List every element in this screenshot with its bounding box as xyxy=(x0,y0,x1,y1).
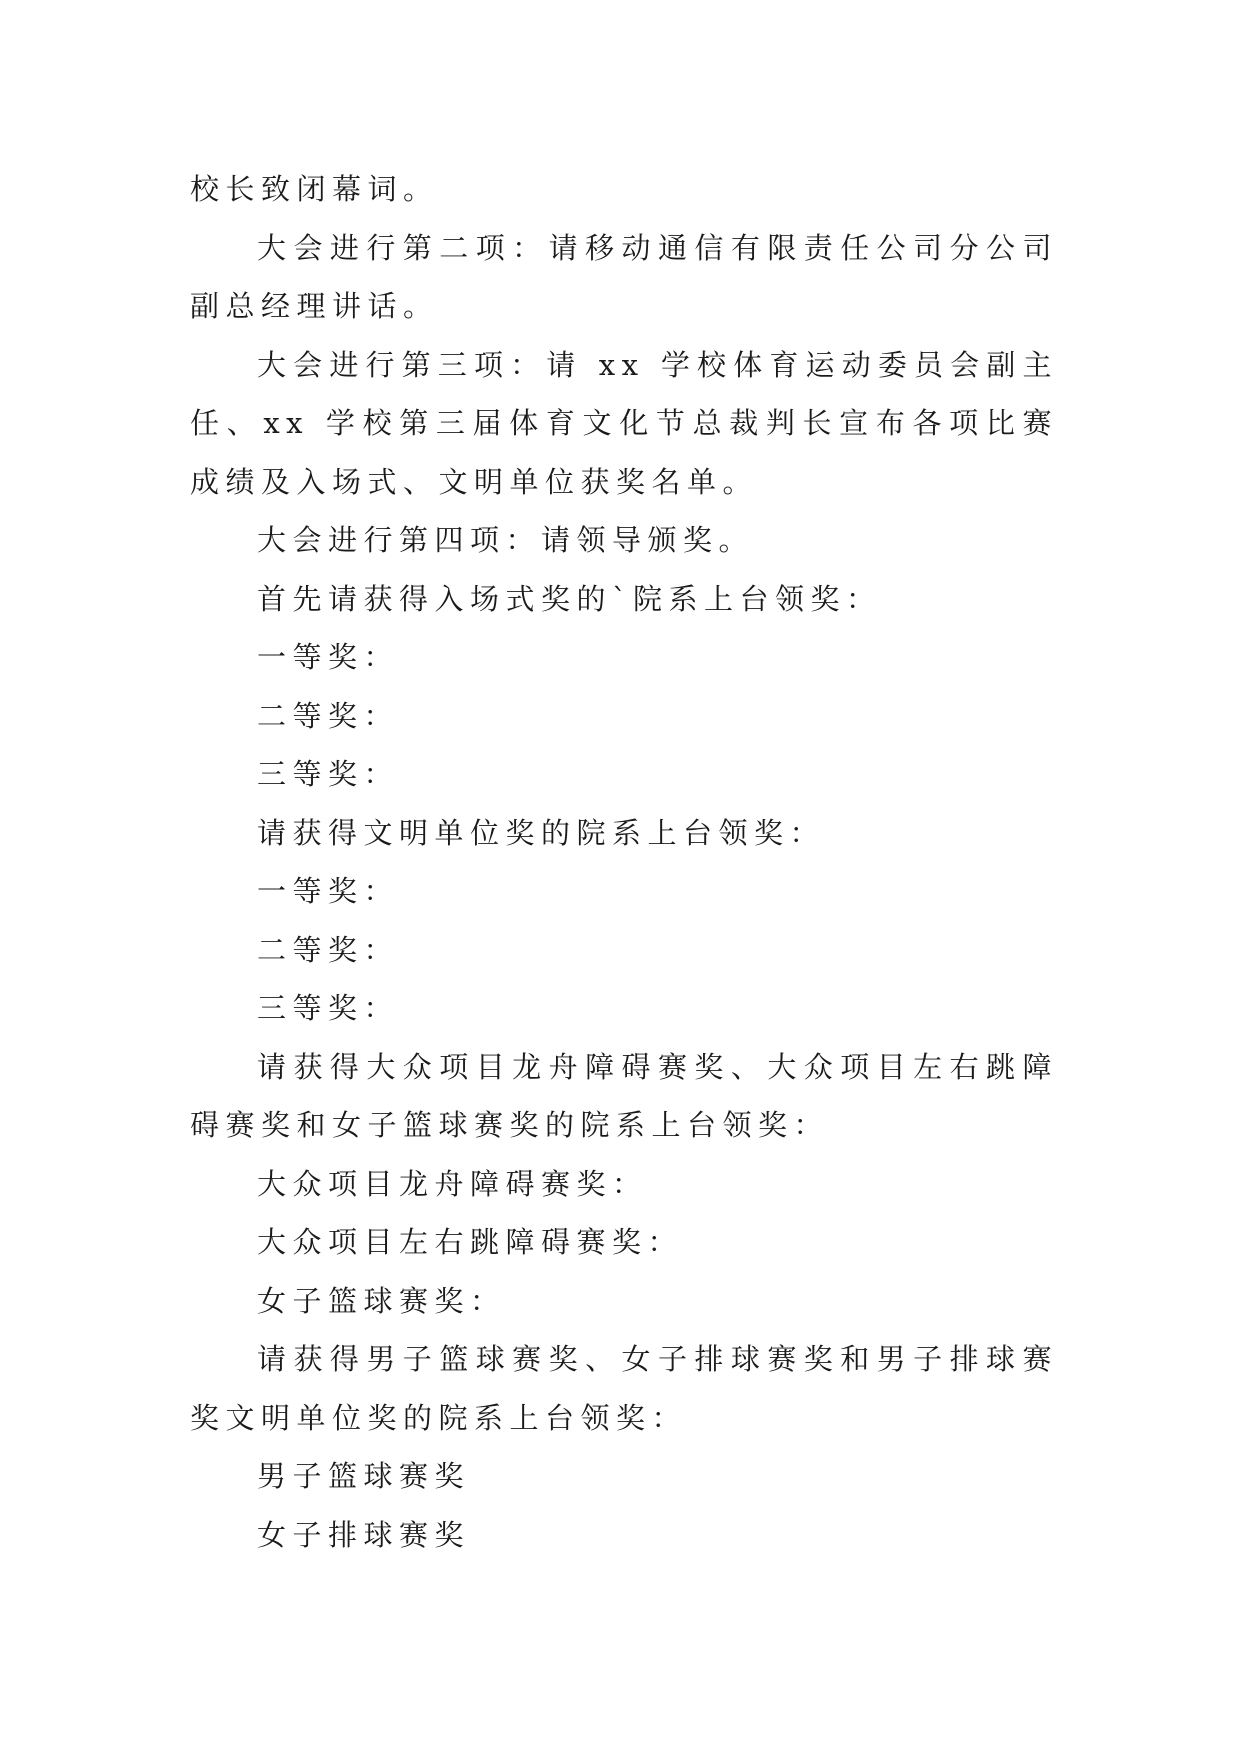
paragraph-side-jump-award: 大众项目左右跳障碍赛奖： xyxy=(257,1225,684,1259)
paragraph-item-three: 大会进行第三项：请 xx 学校体育运动委员会副主任、xx 学校第三届体育文化节总裁判长宣布各项比赛成绩及入场式、文明单位获奖名单。 xyxy=(190,347,1058,499)
paragraph-dragon-boat-award: 大众项目龙舟障碍赛奖： xyxy=(257,1166,648,1201)
paragraph-entrance-award-intro: 首先请获得入场式奖的`院系上台领奖： xyxy=(257,581,882,616)
paragraph-entrance-third-prize: 三等奖： xyxy=(257,757,400,791)
paragraph-item-four: 大会进行第四项：请领导颁奖。 xyxy=(257,523,755,557)
paragraph-mens-basketball-award: 男子篮球赛奖 xyxy=(257,1459,471,1493)
paragraph-item-two: 大会进行第二项：请移动通信有限责任公司分公司副总经理讲话。 xyxy=(190,230,1058,323)
paragraph-entrance-first-prize: 一等奖： xyxy=(257,640,400,674)
paragraph-mass-events-intro: 请获得大众项目龙舟障碍赛奖、大众项目左右跳障碍赛奖和女子篮球赛奖的院系上台领奖： xyxy=(190,1049,1058,1142)
paragraph-womens-volleyball-award: 女子排球赛奖 xyxy=(257,1517,471,1552)
paragraph-civility-third-prize: 三等奖： xyxy=(257,991,400,1025)
document-body xyxy=(190,160,1058,1564)
paragraph-closing-speech: 校长致闭幕词。 xyxy=(190,172,439,206)
paragraph-ball-games-intro: 请获得男子篮球赛奖、女子排球赛奖和男子排球赛奖文明单位奖的院系上台领奖： xyxy=(190,1342,1058,1435)
paragraph-civility-first-prize: 一等奖： xyxy=(257,874,400,908)
paragraph-civility-award-intro: 请获得文明单位奖的院系上台领奖： xyxy=(257,815,826,850)
paragraph-civility-second-prize: 二等奖： xyxy=(257,932,400,967)
paragraph-entrance-second-prize: 二等奖： xyxy=(257,698,400,733)
paragraph-womens-basketball-award: 女子篮球赛奖： xyxy=(257,1283,506,1318)
